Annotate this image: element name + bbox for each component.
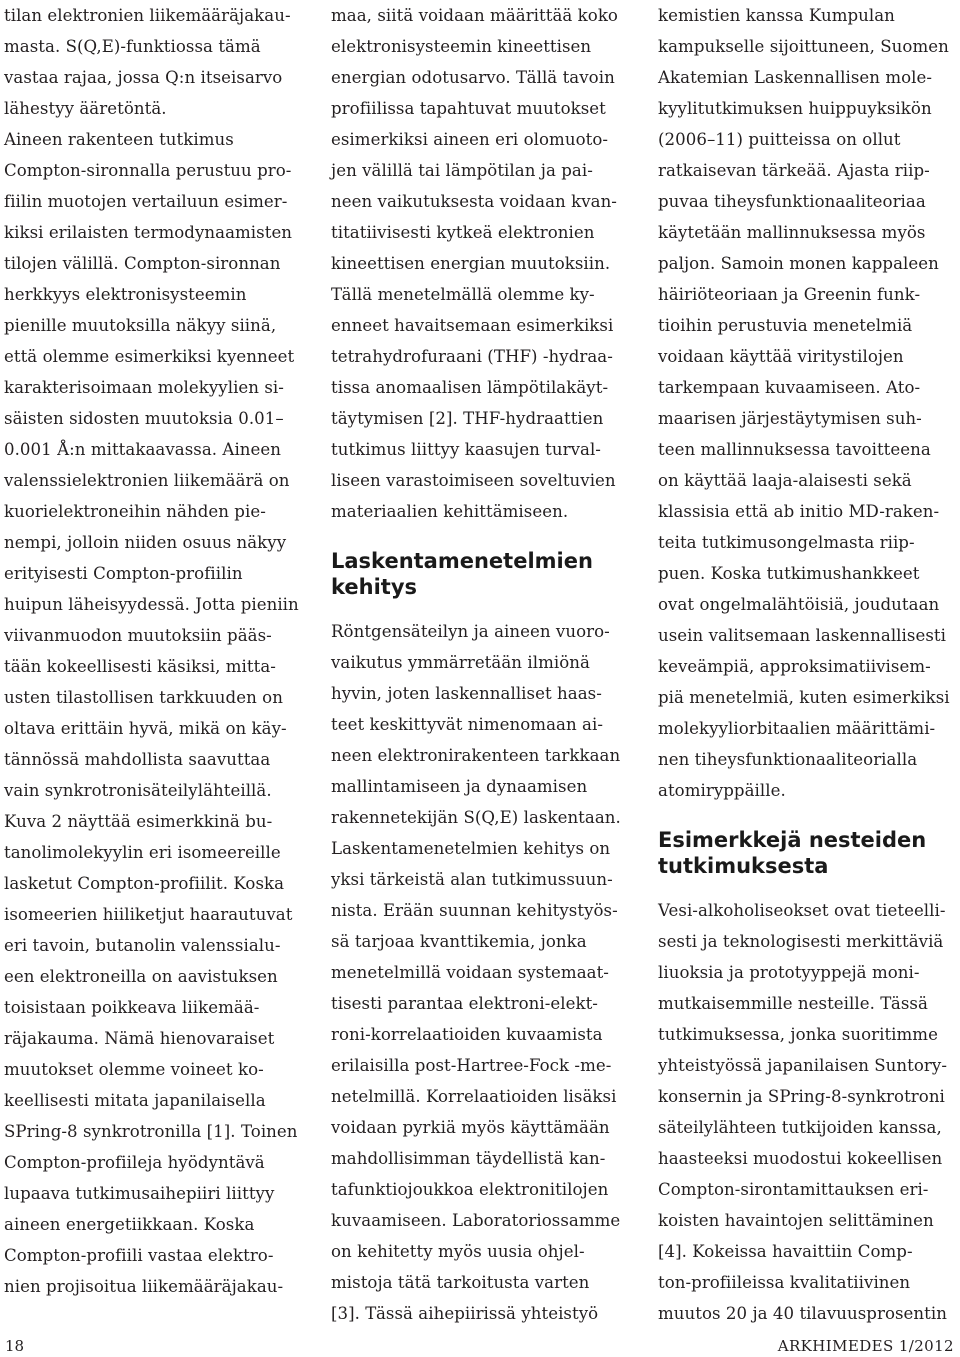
text-line: kuorielektroneihin nähden pie-	[4, 502, 266, 521]
text-line: mutkaisemmille nesteille. Tässä	[658, 994, 928, 1013]
section-heading-laskentamenetelmien	[331, 548, 637, 600]
text-line: puen. Koska tutkimushankkeet	[658, 564, 920, 583]
text-line: tutkimuksessa, jonka suoritimme	[658, 1025, 938, 1044]
text-line: tilan elektronien liikemääräjakau-	[4, 6, 291, 25]
text-line: kyylitutkimuksen huippuyksikön	[658, 99, 932, 118]
text-line: pienille muutoksilla näkyy siinä,	[4, 316, 277, 335]
text-line: maarisen järjestäytymisen suh-	[658, 409, 922, 428]
text-line: piä menetelmiä, kuten esimerkiksi	[658, 688, 950, 707]
text-line: elektronisysteemin kineettisen	[331, 37, 592, 56]
text-line: nen tiheysfunktionaaliteorialla	[658, 750, 918, 769]
text-line: keellisesti mitata japanilaisella	[4, 1091, 266, 1110]
text-line: hyvin, joten laskennalliset haas-	[331, 684, 602, 703]
text-line: sä tarjoaa kvanttikemia, jonka	[331, 932, 587, 951]
text-line: yhteistyössä japanilaisen Suntory-	[658, 1056, 947, 1075]
text-line: sesti ja teknologisesti merkittäviä	[658, 932, 944, 951]
col3-body-top	[658, 0, 958, 806]
text-line: tanolimolekyylin eri isomeereille	[4, 843, 281, 862]
text-line: Compton-profiili vastaa elektro-	[4, 1246, 274, 1265]
text-line: nien projisoitua liikemääräjakau-	[4, 1277, 284, 1296]
text-line: rakennetekijän S(Q,E) laskentaan.	[331, 808, 621, 827]
text-line: roni-korrelaatioiden kuvaamista	[331, 1025, 603, 1044]
text-line: valenssielektronien liikemäärä on	[4, 471, 290, 490]
text-line: menetelmillä voidaan systemaat-	[331, 963, 609, 982]
text-line: haasteeksi muodostui kokeellisen	[658, 1149, 943, 1168]
text-line: isomeerien hiiliketjut haarautuvat	[4, 905, 293, 924]
text-line: ratkaisevan tärkeää. Ajasta riip-	[658, 161, 930, 180]
text-line: paljon. Samoin monen kappaleen	[658, 254, 939, 273]
text-line: Laskentamenetelmien kehitys on	[331, 839, 611, 858]
text-line: muutokset olemme voineet ko-	[4, 1060, 264, 1079]
text-line: koisten havaintojen selittäminen	[658, 1211, 934, 1230]
text-line: 0.001 Å:n mittakaavassa. Aineen	[4, 440, 282, 459]
text-line: kampukselle sijoittuneen, Suomen	[658, 37, 949, 56]
heading-line: kehitys	[331, 575, 418, 599]
text-line: tilojen välillä. Compton-sironnan	[4, 254, 281, 273]
text-line: een elektroneilla on aavistuksen	[4, 967, 278, 986]
text-line: vastaa rajaa, jossa Q:n itseisarvo	[4, 68, 283, 87]
text-line: erilaisilla post-Hartree-Fock -me-	[331, 1056, 612, 1075]
text-line: tarkempaan kuvaamiseen. Ato-	[658, 378, 921, 397]
text-line: netelmillä. Korrelaatioiden lisäksi	[331, 1087, 617, 1106]
text-line: lupaava tutkimusaihepiiri liittyy	[4, 1184, 275, 1203]
text-line: säisten sidosten muutoksia 0.01–	[4, 409, 284, 428]
text-line: Aineen rakenteen tutkimus	[4, 130, 234, 149]
text-line: energian odotusarvo. Tällä tavoin	[331, 68, 615, 87]
text-line: eri tavoin, butanolin valenssialu-	[4, 936, 281, 955]
journal-issue: ARKHIMEDES 1/2012	[777, 1337, 954, 1355]
page-footer	[0, 1338, 960, 1354]
text-line: masta. S(Q,E)-funktiossa tämä	[4, 37, 261, 56]
text-line: lasketut Compton-profiilit. Koska	[4, 874, 285, 893]
text-line: tään kokeellisesti käsiksi, mitta-	[4, 657, 276, 676]
col3-body-bottom	[658, 895, 958, 1329]
text-line: jen välillä tai lämpötilan ja pai-	[331, 161, 593, 180]
text-line: täytymisen [2]. THF-hydraattien	[331, 409, 604, 428]
text-line: kiksi erilaisten termodynaamisten	[4, 223, 293, 242]
text-line: neen elektronirakenteen tarkkaan	[331, 746, 621, 765]
text-line: liuoksia ja prototyyppejä moni-	[658, 963, 920, 982]
text-line: teen mallinnuksessa tavoitteena	[658, 440, 931, 459]
text-line: tioihin perustuvia menetelmiä	[658, 316, 913, 335]
text-line: räjakauma. Nämä hienovaraiset	[4, 1029, 275, 1048]
text-line: muutos 20 ja 40 tilavuusprosentin	[658, 1304, 947, 1323]
text-line: toisistaan poikkeava liikemää-	[4, 998, 260, 1017]
text-line: nempi, jolloin niiden osuus näkyy	[4, 533, 287, 552]
text-line: huipun läheisyydessä. Jotta pieniin	[4, 595, 299, 614]
text-line: yksi tärkeistä alan tutkimussuun-	[331, 870, 613, 889]
text-line: mahdollisimman täydellistä kan-	[331, 1149, 606, 1168]
text-line: Röntgensäteilyn ja aineen vuoro-	[331, 622, 610, 641]
text-line: että olemme esimerkiksi kyenneet	[4, 347, 295, 366]
text-line: Kuva 2 näyttää esimerkkinä bu-	[4, 812, 273, 831]
text-line: on käyttää laaja-alaisesti sekä	[658, 471, 912, 490]
text-line: titatiivisesti kytkeä elektronien	[331, 223, 595, 242]
col2-body-bottom	[331, 616, 637, 1329]
text-line: viivanmuodon muutoksiin pääs-	[4, 626, 272, 645]
text-line: tisesti parantaa elektroni-elekt-	[331, 994, 598, 1013]
text-column-2	[331, 0, 637, 1329]
text-line: materiaalien kehittämiseen.	[331, 502, 569, 521]
text-line: konsernin ja SPring-8-synkrotroni	[658, 1087, 945, 1106]
text-column-1	[4, 0, 310, 1302]
text-line: Compton-sirontamittauksen eri-	[658, 1180, 929, 1199]
col2-body-top	[331, 0, 637, 527]
section-heading-esimerkkeja	[658, 827, 958, 879]
text-line: häiriöteoriaan ja Greenin funk-	[658, 285, 921, 304]
text-line: atomiryppäille.	[658, 781, 786, 800]
text-line: (2006–11) puitteissa on ollut	[658, 130, 901, 149]
text-line: Tällä menetelmällä olemme ky-	[331, 285, 595, 304]
text-line: liseen varastoimiseen soveltuvien	[331, 471, 616, 490]
text-line: Compton-sironnalla perustuu pro-	[4, 161, 292, 180]
text-line: enneet havaitsemaan esimerkiksi	[331, 316, 614, 335]
heading-line: Esimerkkejä nesteiden	[658, 828, 927, 852]
text-line: tafunktiojoukkoa elektronitilojen	[331, 1180, 609, 1199]
text-line: profiilissa tapahtuvat muutokset	[331, 99, 606, 118]
text-line: teet keskittyvät nimenomaan ai-	[331, 715, 603, 734]
text-line: klassisia että ab initio MD-raken-	[658, 502, 940, 521]
text-line: erityisesti Compton-profiilin	[4, 564, 243, 583]
text-line: tutkimus liittyy kaasujen turval-	[331, 440, 601, 459]
text-line: karakterisoimaan molekyylien si-	[4, 378, 284, 397]
text-line: [4]. Kokeissa havaittiin Comp-	[658, 1242, 913, 1261]
text-line: puvaa tiheysfunktionaaliteoriaa	[658, 192, 926, 211]
text-column-3	[658, 0, 958, 1329]
text-line: oltava erittäin hyvä, mikä on käy-	[4, 719, 287, 738]
text-line: käytetään mallinnuksessa myös	[658, 223, 926, 242]
text-line: herkkyys elektronisysteemin	[4, 285, 247, 304]
text-line: vain synkrotronisäteilylähteillä.	[4, 781, 272, 800]
text-line: voidaan pyrkiä myös käyttämään	[331, 1118, 610, 1137]
text-line: mistoja tätä tarkoitusta varten	[331, 1273, 590, 1292]
text-line: lähestyy ääretöntä.	[4, 99, 167, 118]
text-line: aineen energetiikkaan. Koska	[4, 1215, 255, 1234]
text-line: kuvaamiseen. Laboratoriossamme	[331, 1211, 621, 1230]
text-line: tissa anomaalisen lämpötilakäyt-	[331, 378, 609, 397]
text-line: SPring-8 synkrotronilla [1]. Toinen	[4, 1122, 298, 1141]
text-line: [3]. Tässä aihepiirissä yhteistyö	[331, 1304, 599, 1323]
text-line: ton-profiileissa kvalitatiivinen	[658, 1273, 911, 1292]
text-line: Akatemian Laskennallisen mole-	[658, 68, 933, 87]
text-line: vaikutus ymmärretään ilmiönä	[331, 653, 590, 672]
text-line: tännössä mahdollista saavuttaa	[4, 750, 271, 769]
text-line: voidaan käyttää viritystilojen	[658, 347, 904, 366]
text-line: säteilylähteen tutkijoiden kanssa,	[658, 1118, 942, 1137]
text-line: ovat ongelmalähtöisiä, joudutaan	[658, 595, 940, 614]
text-line: molekyyliorbitaalien määrittämi-	[658, 719, 936, 738]
text-line: usten tilastollisen tarkkuuden on	[4, 688, 283, 707]
text-line: tetrahydrofuraani (THF) -hydraa-	[331, 347, 613, 366]
text-line: kineettisen energian muutoksiin.	[331, 254, 611, 273]
page-number: 18	[5, 1337, 25, 1355]
text-line: Compton-profiileja hyödyntävä	[4, 1153, 265, 1172]
text-line: kemistien kanssa Kumpulan	[658, 6, 895, 25]
text-line: neen vaikutuksesta voidaan kvan-	[331, 192, 617, 211]
heading-line: Laskentamenetelmien	[331, 549, 593, 573]
text-line: esimerkiksi aineen eri olomuoto-	[331, 130, 609, 149]
text-line: nista. Erään suunnan kehitystyös-	[331, 901, 618, 920]
text-line: mallintamiseen ja dynaamisen	[331, 777, 588, 796]
text-line: maa, siitä voidaan määrittää koko	[331, 6, 618, 25]
text-line: on kehitetty myös uusia ohjel-	[331, 1242, 585, 1261]
text-line: Vesi-alkoholiseokset ovat tieteelli-	[658, 901, 946, 920]
text-line: fiilin muotojen vertailuun esimer-	[4, 192, 288, 211]
text-line: keveämpiä, approksimatiivisem-	[658, 657, 931, 676]
heading-line: tutkimuksesta	[658, 854, 829, 878]
text-line: usein valitsemaan laskennallisesti	[658, 626, 946, 645]
text-line: teita tutkimusongelmasta riip-	[658, 533, 915, 552]
